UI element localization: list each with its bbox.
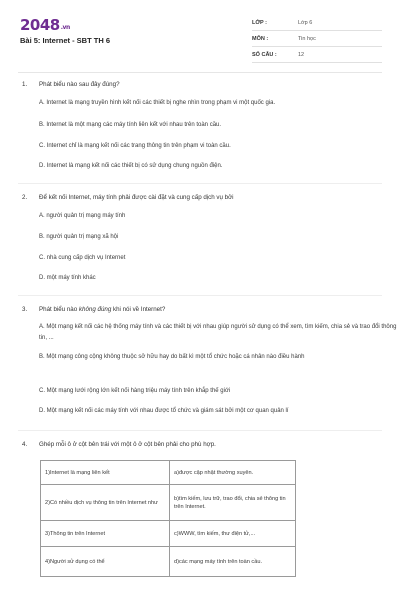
question-number: 1. [22,81,28,88]
table-cell-left: 3)Thông tin trên Internet [41,521,170,547]
meta-label: MÔN : [252,36,269,42]
answer-option[interactable]: C. nhà cung cấp dịch vụ Internet [39,255,126,261]
answer-option[interactable]: B. Một mạng công cộng không thuộc sở hữu hay do bất kì một tổ chức hoặc cá nhân nào điều hành [39,354,305,360]
answer-option[interactable]: B. người quản trị mạng xã hội [39,234,119,240]
answer-option[interactable]: D. Một mạng kết nối các máy tính với nhau được tổ chức và giám sát bởi một cơ quan quản lí [39,408,289,414]
table-cell-right: c)WWW, tìm kiếm, thư điện tử,... [170,521,296,547]
question-text-end: khi nói về Internet? [111,306,166,313]
page-title: Bài 5: Internet - SBT TH 6 [20,36,111,45]
question-text: Để kết nối Internet, máy tính phải được cài đặt và cung cấp dịch vụ bởi [39,194,234,201]
meta-row-grade [252,18,382,31]
table-cell-right: b)tìm kiếm, lưu trữ, trao đổi, chia sẻ thông tin trên Internet. [170,485,296,521]
meta-label: SỐ CÂU : [252,52,277,58]
table-cell-left: 1)Internet là mạng liên kết [41,461,170,485]
question-divider [18,430,382,431]
meta-row-question-count [252,50,382,63]
table-row [41,521,296,547]
table-cell-left: 4)Người sử dụng có thể [41,547,170,577]
meta-row-subject [252,34,382,47]
question-divider [18,295,382,296]
question-divider [18,183,382,184]
table-cell-right: a)được cập nhật thường xuyên. [170,461,296,485]
meta-value: 12 [298,52,305,58]
answer-option[interactable]: A. người quản trị mạng máy tính [39,213,126,219]
table-row [41,461,296,485]
header-divider [18,72,382,73]
answer-option[interactable]: D. Internet là mạng kết nối các thiết bị có sử dụng chung nguồn điện. [39,163,223,169]
meta-value: Lớp 6 [298,20,313,26]
document-header [18,14,382,76]
table-row [41,485,296,521]
document-meta [252,18,382,66]
question-number: 3. [22,306,28,313]
logo-suffix: .vn [60,24,70,31]
meta-label: LỚP : [252,20,267,26]
meta-value: Tin học [298,36,316,42]
question-text-emphasis: không đúng [78,306,112,313]
question-number: 2. [22,194,28,201]
question-number: 4. [22,441,28,448]
table-cell-left: 2)Có nhiều dịch vụ thông tin trên Internet như [41,485,170,521]
answer-option[interactable]: C. Internet chỉ là mạng kết nối các trang thông tin trên phạm vi toàn cầu. [39,143,231,149]
answer-option[interactable]: A. Internet là mạng truyền hình kết nối các thiết bị nghe nhìn trong phạm vi một quốc gia. [39,100,276,106]
logo-text: 2048 [20,16,60,34]
answer-option[interactable]: B. Internet là một mạng các máy tính liên kết với nhau trên toàn cầu. [39,122,222,128]
question-text: Ghép mỗi ô ở cột bên trái với một ô ở cột bên phải cho phù hợp. [39,441,216,448]
table-row [41,547,296,577]
question-text-start: Phát biểu nào [39,306,79,313]
answer-option[interactable]: D. một máy tính khác [39,275,96,281]
answer-option[interactable]: A. Một mạng kết nối các hệ thống máy tính và các thiết bị với nhau giúp người sử dụng có thể xem, tìm kiếm, chia sẻ và trao đổi thông tin, ... [39,324,397,341]
answer-option[interactable]: C. Một mạng lưới rộng lớn kết nối hàng triệu máy tính trên khắp thế giới [39,388,231,394]
site-logo[interactable] [20,16,70,34]
question-text: Phát biểu nào sau đây đúng? [39,81,120,88]
question-text [39,305,378,314]
table-cell-right: d)các mạng máy tính trên toàn cầu. [170,547,296,577]
matching-table [40,460,296,577]
